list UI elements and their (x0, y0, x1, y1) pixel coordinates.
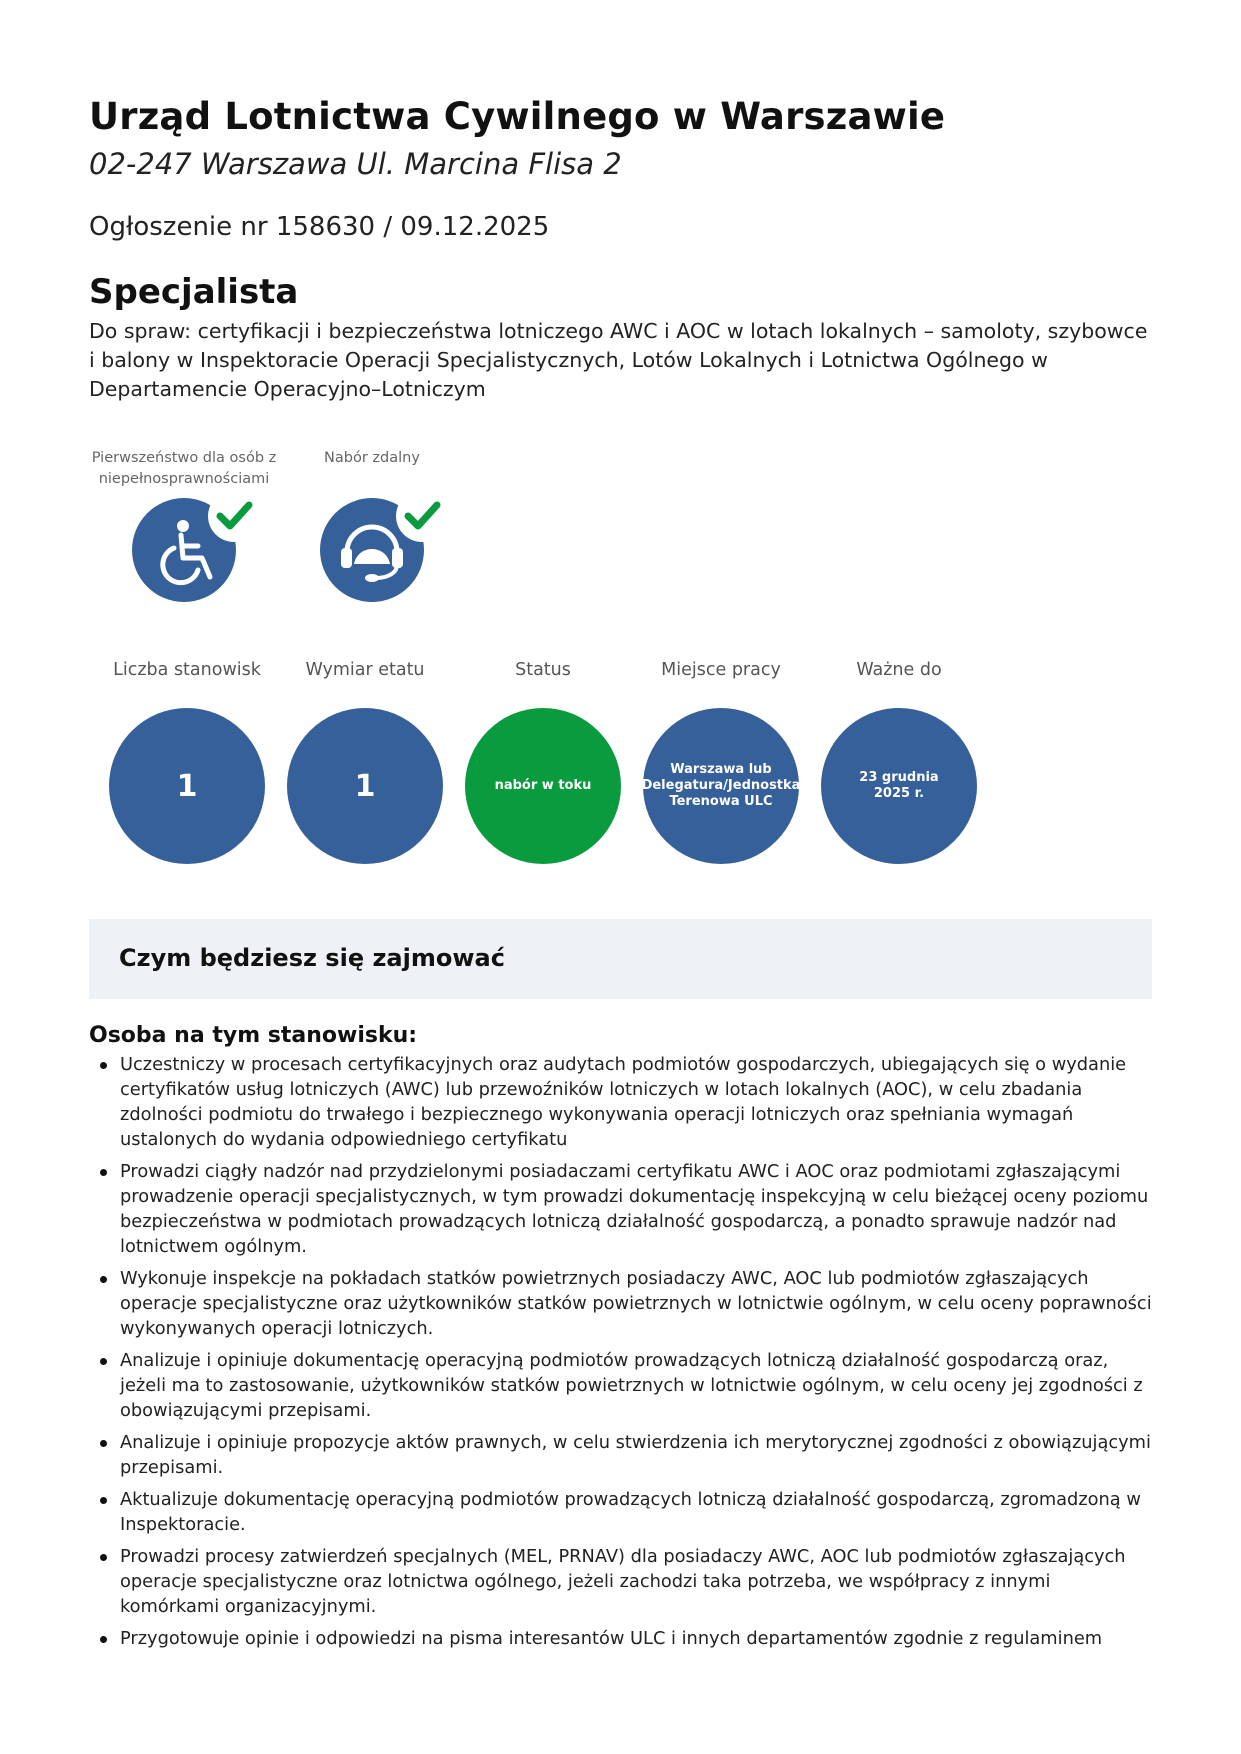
checkmark-icon (208, 490, 260, 542)
job-title: Specjalista (89, 272, 299, 312)
headset-icon (320, 498, 424, 602)
org-name: Urząd Lotnictwa Cywilnego w Warszawie (89, 95, 946, 138)
stat-label: Ważne do (856, 660, 942, 680)
stat-employment (285, 658, 445, 864)
stat-label: Liczba stanowisk (113, 660, 261, 680)
list-item: Analizuje i opiniuje propozycje aktów prawnych, w celu stwierdzenia ich merytorycznej zgodności z obowiązującymi przepisami. (89, 1430, 1152, 1480)
list-item: Aktualizuje dokumentację operacyjną podmiotów prowadzących lotniczą działalność gospodarczą, zgromadzoną w Inspektoracie. (89, 1487, 1152, 1537)
stat-label: Status (515, 660, 571, 680)
status-badge: nabór w toku (465, 708, 621, 864)
list-item: Prowadzi procesy zatwierdzeń specjalnych (MEL, PRNAV) dla posiadaczy AWC, AOC lub podmiotów zgłaszających operacje specjalistyczne oraz lotnictwa ogólnego, jeżeli zachodzi taka potrzeba, we współpracy z innymi komórkami organizacyjnymi. (89, 1544, 1152, 1619)
stat-value: 1 (287, 708, 443, 864)
feature-label: Nabór zdalny (324, 450, 420, 466)
stat-positions (107, 658, 267, 864)
job-description: Do spraw: certyfikacji i bezpieczeństwa lotniczego AWC i AOC w lotach lokalnych – samoloty, szybowce i balony w Inspektoracie Operacji Specjalistycznych, Lotów Lokalnych i Lotnictwa Ogólnego w Departamencie Operacyjno–Lotniczym (89, 319, 1148, 401)
section-title: Czym będziesz się zajmować (119, 944, 505, 972)
checkmark-icon (396, 490, 448, 542)
section-header (89, 919, 1152, 999)
stat-label: Miejsce pracy (661, 660, 781, 680)
stat-value: Warszawa lub Delegatura/Jednostka Terenowa ULC (643, 708, 799, 864)
feature-label: Pierwszeństwo dla osób z niepełnosprawnościami (91, 450, 277, 487)
stat-workplace (641, 658, 801, 864)
stat-status (463, 658, 623, 864)
wheelchair-icon (132, 498, 236, 602)
announcement-number: Ogłoszenie nr 158630 / 09.12.2025 (89, 212, 550, 242)
stat-value: 23 grudnia 2025 r. (821, 708, 977, 864)
list-item: Przygotowuje opinie i odpowiedzi na pisma interesantów ULC i innych departamentów zgodnie z regulaminem (89, 1626, 1152, 1651)
list-item: Prowadzi ciągły nadzór nad przydzielonymi posiadaczami certyfikatu AWC i AOC oraz podmiotami zgłaszającymi prowadzenie operacji specjalistycznych, w tym prowadzi dokumentację inspekcyjną w celu bieżącej oceny poziomu bezpieczeństwa w podmiotach prowadzących lotniczą działalność gospodarczą, a ponadto sprawuje nadzór nad lotnictwem ogólnym. (89, 1159, 1152, 1259)
feature-remote-recruitment (277, 448, 467, 602)
list-item: Uczestniczy w procesach certyfikacyjnych oraz audytach podmiotów gospodarczych, ubiegających się o wydanie certyfikatów usług lotniczych (AWC) lub przewoźników lotniczych w lotach lokalnych (AOC), w celu zbadania zdolności podmiotu do trwałego i bezpiecznego wykonywania operacji lotniczych oraz spełniania wymagań ustalonych do wydania odpowiedniego certyfikatu (89, 1052, 1152, 1152)
stat-valid-until (819, 658, 979, 864)
feature-disability-priority (89, 448, 279, 602)
org-address: 02-247 Warszawa Ul. Marcina Flisa 2 (89, 147, 622, 181)
duties-list (89, 1052, 1152, 1658)
list-item: Wykonuje inspekcje na pokładach statków powietrznych posiadaczy AWC, AOC lub podmiotów zgłaszających operacje specjalistyczne oraz użytkowników statków powietrznych w lotnictwie ogólnym, w celu oceny poprawności wykonywanych operacji lotniczych. (89, 1266, 1152, 1341)
list-item: Analizuje i opiniuje dokumentację operacyjną podmiotów prowadzących lotniczą działalność gospodarczą oraz, jeżeli ma to zastosowanie, użytkowników statków powietrznych w lotnictwie ogólnym, w celu oceny jej zgodności z obowiązującymi przepisami. (89, 1348, 1152, 1423)
stat-label: Wymiar etatu (305, 660, 425, 680)
duties-heading: Osoba na tym stanowisku: (89, 1023, 418, 1048)
stat-value: 1 (109, 708, 265, 864)
